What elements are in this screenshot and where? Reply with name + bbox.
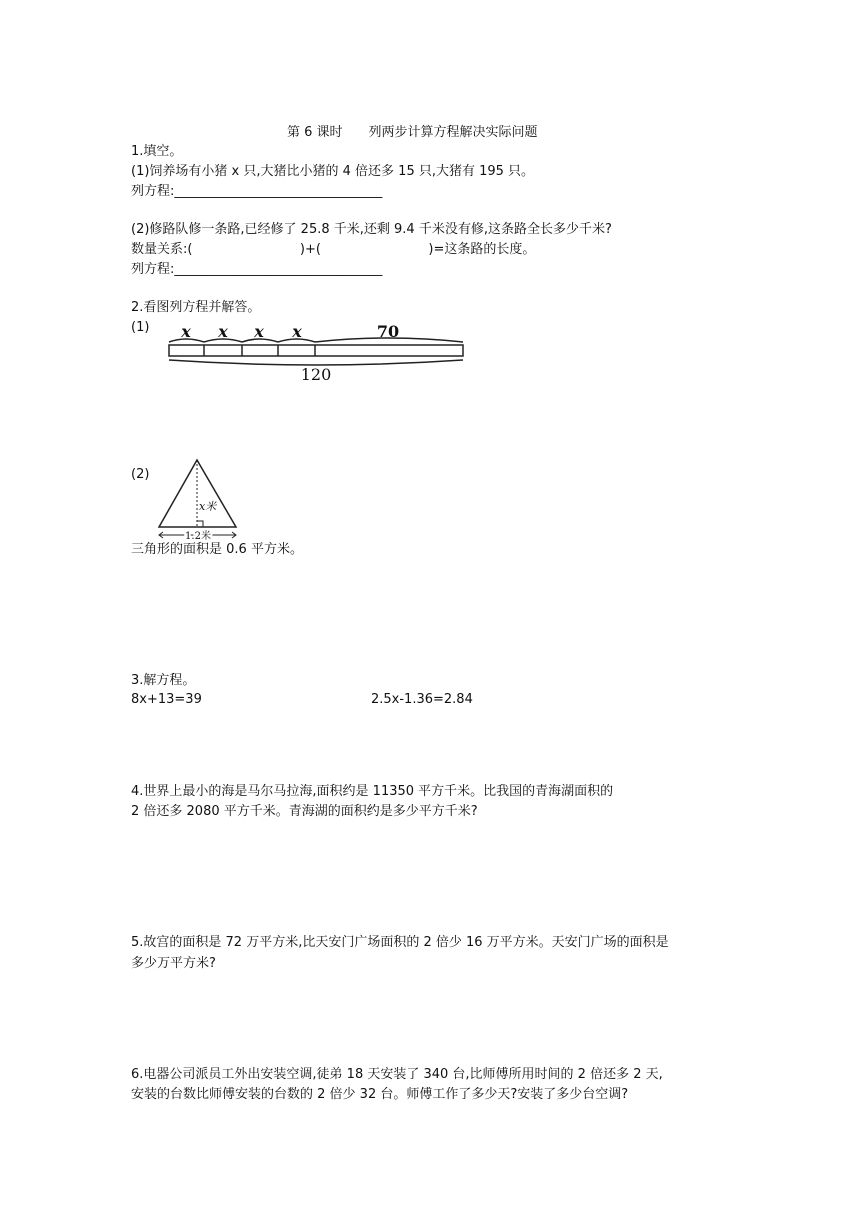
segment-x-label-3: x bbox=[254, 322, 264, 341]
q3-equation-2: 2.5x-1.36=2.84 bbox=[371, 692, 473, 707]
q3-equation-1: 8x+13=39 bbox=[131, 692, 202, 707]
segment-70-label: 70 bbox=[376, 322, 400, 341]
q6-line-2: 安装的台数比师傅安装的台数的 2 倍少 32 台。师傅工作了多少天?安装了多少台空调? bbox=[131, 1087, 629, 1102]
segment-bar bbox=[169, 345, 463, 356]
q2-part2-text: 三角形的面积是 0.6 平方米。 bbox=[131, 542, 303, 557]
triangle-height-label: x米 bbox=[199, 500, 217, 513]
q2-heading: 2.看图列方程并解答。 bbox=[131, 300, 261, 315]
segment-x-label-2: x bbox=[218, 322, 228, 341]
segment-x-label-1: x bbox=[181, 322, 191, 341]
q1-part1-text: (1)饲养场有小猪 x 只,大猪比小猪的 4 倍还多 15 只,大猪有 195 只。 bbox=[131, 164, 535, 179]
segment-x-label-4: x bbox=[292, 322, 302, 341]
q1-part2-relation: 数量关系:( )+( )=这条路的长度。 bbox=[131, 242, 536, 257]
q4-line-2: 2 倍还多 2080 平方千米。青海湖的面积约是多少平方千米? bbox=[131, 804, 478, 819]
segment-diagram bbox=[158, 318, 470, 384]
page-title: 第 6 课时 列两步计算方程解决实际问题 bbox=[287, 125, 538, 140]
triangle-base-label: 1.2米 bbox=[185, 531, 211, 542]
q3-heading: 3.解方程。 bbox=[131, 673, 196, 688]
q5-line-2: 多少万平方米? bbox=[131, 956, 216, 971]
q1-part2-answer-line: 列方程:________________________________ bbox=[131, 262, 383, 277]
q1-part2-text: (2)修路队修一条路,已经修了 25.8 千米,还剩 9.4 千米没有修,这条路全长多少千米? bbox=[131, 222, 612, 237]
q2-part1-label: (1) bbox=[131, 320, 150, 335]
q5-line-1: 5.故宫的面积是 72 万平方米,比天安门广场面积的 2 倍少 16 万平方米。天安门广场的面积是 bbox=[131, 935, 669, 950]
triangle-diagram bbox=[154, 458, 244, 542]
q1-part1-answer-line: 列方程:________________________________ bbox=[131, 184, 383, 199]
q4-line-1: 4.世界上最小的海是马尔马拉海,面积约是 11350 平方千米。比我国的青海湖面积的 bbox=[131, 784, 614, 799]
segment-total-label: 120 bbox=[300, 365, 332, 384]
q1-heading: 1.填空。 bbox=[131, 144, 183, 159]
q6-line-1: 6.电器公司派员工外出安装空调,徒弟 18 天安装了 340 台,比师傅所用时间的 2 倍还多 2 天, bbox=[131, 1067, 663, 1082]
q2-part2-label: (2) bbox=[131, 467, 150, 482]
